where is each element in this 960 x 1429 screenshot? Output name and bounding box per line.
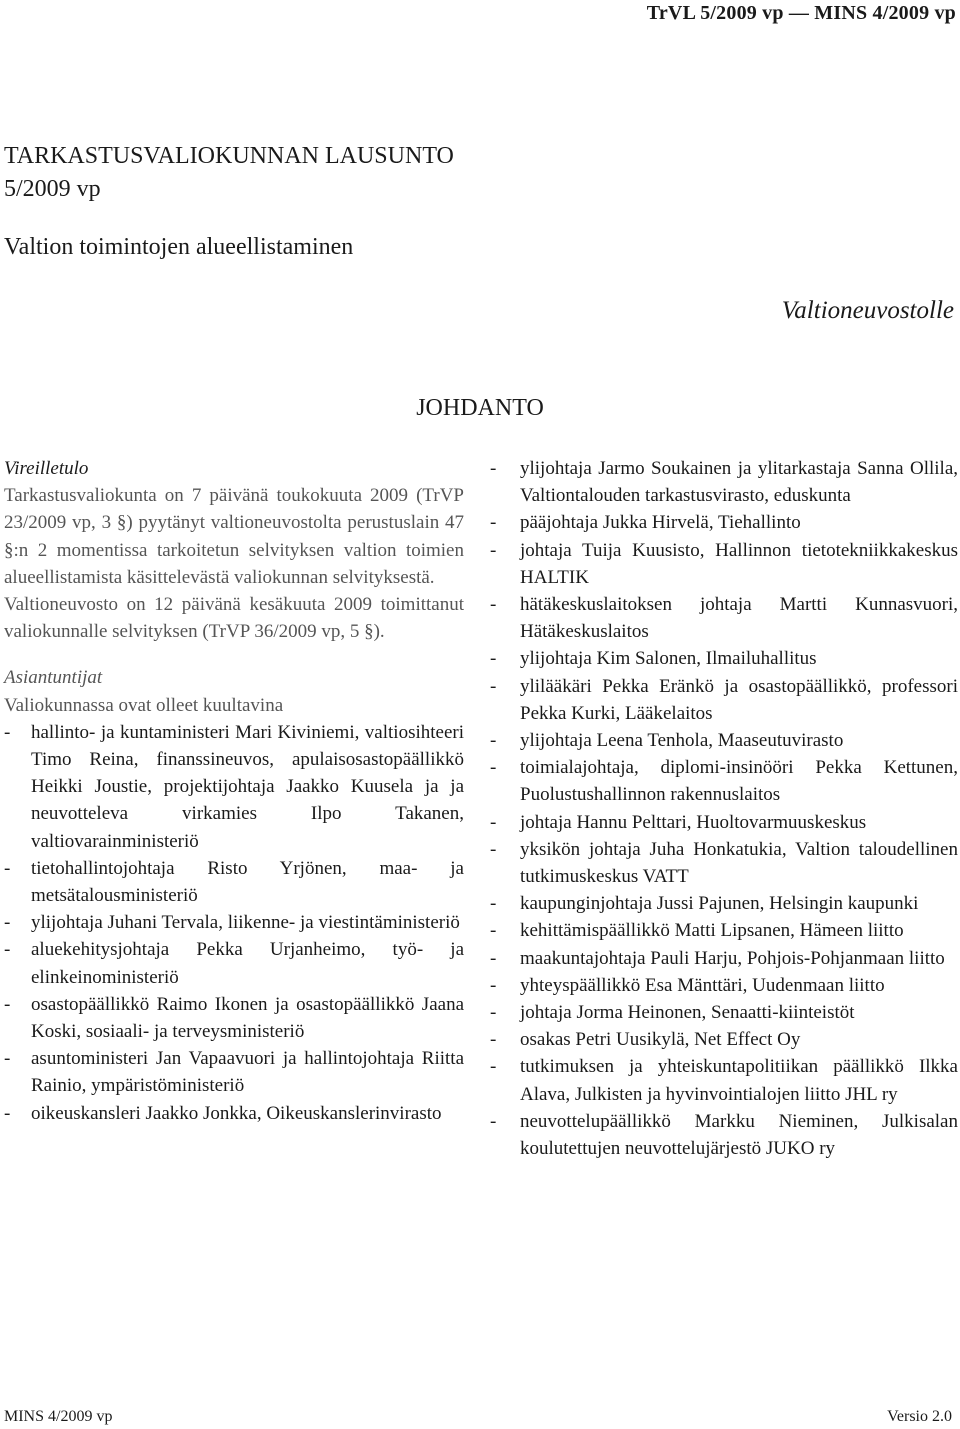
footer-version: Versio 2.0 xyxy=(887,1408,952,1425)
expert-list-right xyxy=(490,455,958,1162)
vireilletulo-heading: Vireilletulo xyxy=(4,458,89,479)
expert-list-item: - ylijohtaja Kim Salonen, Ilmailuhallitus xyxy=(490,645,958,672)
document-title xyxy=(4,140,454,206)
expert-list-item: - maakuntajohtaja Pauli Harju, Pohjois-Pohjanmaan liitto xyxy=(490,945,958,972)
expert-list-item: - ylilääkäri Pekka Eränkö ja osastopäällikkö, professori Pekka Kurki, Lääkelaitos xyxy=(490,673,958,727)
expert-list-item: - ylijohtaja Jarmo Soukainen ja ylitarkastaja Sanna Ollila, Valtiontalouden tarkastusvirasto, eduskunta xyxy=(490,455,958,509)
expert-list-item: - johtaja Hannu Pelttari, Huoltovarmuuskeskus xyxy=(490,809,958,836)
expert-list-left xyxy=(4,719,464,1127)
expert-list-item: - yksikön johtaja Juha Honkatukia, Valtion taloudellinen tutkimuskeskus VATT xyxy=(490,836,958,890)
expert-list-item: - neuvottelupäällikkö Markku Nieminen, Julkisalan koulutettujen neuvottelujärjestö JUKO ry xyxy=(490,1108,958,1162)
document-title-line-1: TARKASTUSVALIOKUNNAN LAUSUNTO xyxy=(4,143,454,169)
addressee: Valtioneuvostolle xyxy=(781,297,954,324)
expert-list-item: - johtaja Jorma Heinonen, Senaatti-kiinteistöt xyxy=(490,999,958,1026)
expert-list-item: - johtaja Tuija Kuusisto, Hallinnon tietotekniikkakeskus HALTIK xyxy=(490,537,958,591)
section-heading: JOHDANTO xyxy=(416,395,544,421)
asiantuntijat-heading: Asiantuntijat xyxy=(4,667,103,689)
expert-list-item: - yhteyspäällikkö Esa Mänttäri, Uudenmaan liitto xyxy=(490,972,958,999)
expert-list-item: - pääjohtaja Jukka Hirvelä, Tiehallinto xyxy=(490,509,958,536)
expert-list-item: - osakas Petri Uusikylä, Net Effect Oy xyxy=(490,1026,958,1053)
footer-document-id: MINS 4/2009 vp xyxy=(4,1408,113,1425)
left-column xyxy=(4,455,464,1127)
expert-list-item: - toimialajohtaja, diplomi-insinööri Pekka Kettunen, Puolustushallinnon rakennuslaitos xyxy=(490,754,958,808)
expert-list-item: - ylijohtaja Leena Tenhola, Maaseutuvirasto xyxy=(490,727,958,754)
asiantuntijat-intro: Valiokunnassa ovat olleet kuultavina xyxy=(4,694,284,716)
expert-list-item: - hätäkeskuslaitoksen johtaja Martti Kunnasvuori, Hätäkeskuslaitos xyxy=(490,591,958,645)
document-title-line-2: 5/2009 vp xyxy=(4,176,101,202)
vireilletulo-paragraph-2: Valtioneuvosto on 12 päivänä kesäkuuta 2009 toimittanut valiokunnalle selvityksen (TrVP 36/2009 vp, 5 §). xyxy=(4,594,464,643)
expert-list-item: - ylijohtaja Juhani Tervala, liikenne- ja viestintäministeriö xyxy=(4,909,464,936)
running-header: TrVL 5/2009 vp — MINS 4/2009 vp xyxy=(646,2,956,24)
document-subtitle: Valtion toimintojen alueellistaminen xyxy=(4,234,354,260)
expert-list-item: - kehittämispäällikkö Matti Lipsanen, Hämeen liitto xyxy=(490,917,958,944)
vireilletulo-paragraph-1: Tarkastusvaliokunta on 7 päivänä toukokuuta 2009 (TrVP 23/2009 vp, 3 §) pyytänyt valtioneuvostolta perustuslain 47 §:n 2 momentissa tarkoitetun selvityksen valtion toimien alueellistamista käsittelevästä valiokunnan selvityksestä. xyxy=(4,485,464,588)
expert-list-item: - oikeuskansleri Jaakko Jonkka, Oikeuskanslerinvirasto xyxy=(4,1100,464,1127)
expert-list-item: - hallinto- ja kuntaministeri Mari Kiviniemi, valtiosihteeri Timo Reina, finanssineuvos, apulaisosastopäällikkö Heikki Joustie, projektijohtaja Jaakko Kuusela ja ja neuvotteleva virkamies Ilpo Takanen, valtiovarainministeriö xyxy=(4,719,464,855)
expert-list-item: - osastopäällikkö Raimo Ikonen ja osastopäällikkö Jaana Koski, sosiaali- ja terveysministeriö xyxy=(4,991,464,1045)
expert-list-item: - kaupunginjohtaja Jussi Pajunen, Helsingin kaupunki xyxy=(490,890,958,917)
expert-list-item: - aluekehitysjohtaja Pekka Urjanheimo, työ- ja elinkeinoministeriö xyxy=(4,936,464,990)
right-column xyxy=(490,455,958,1162)
expert-list-item: - asuntoministeri Jan Vapaavuori ja hallintojohtaja Riitta Rainio, ympäristöministeriö xyxy=(4,1045,464,1099)
expert-list-item: - tietohallintojohtaja Risto Yrjönen, maa- ja metsätalousministeriö xyxy=(4,855,464,909)
expert-list-item: - tutkimuksen ja yhteiskuntapolitiikan päällikkö Ilkka Alava, Julkisten ja hyvinvointialojen liitto JHL ry xyxy=(490,1053,958,1107)
